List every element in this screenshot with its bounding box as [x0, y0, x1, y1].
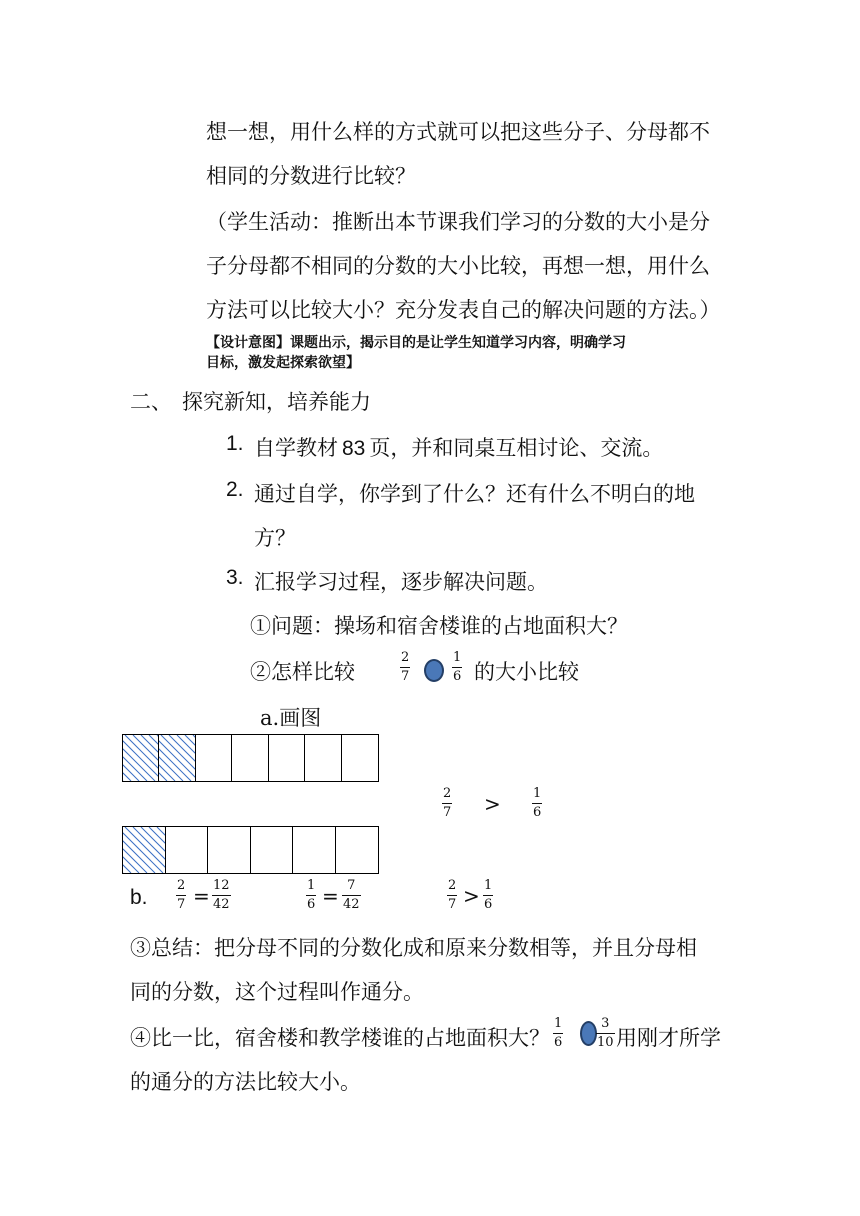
- grid-cell-shaded: [159, 735, 195, 781]
- hatch-lines: [123, 827, 166, 873]
- text-line-5: 方法可以比较大小？充分发表自己的解决问题的方法。）: [206, 298, 721, 322]
- text-line-1: 想一想，用什么样的方式就可以把这些分子、分母都不: [206, 120, 710, 144]
- fraction-1-6-compare: 1 6: [554, 1016, 563, 1050]
- grid-one-sixth: [122, 826, 379, 874]
- fraction-1-6-c: 1 6: [484, 878, 493, 912]
- drawing-label: a.画图: [260, 706, 322, 730]
- grid-cell: [342, 735, 378, 781]
- list-item-2-cont: 方？: [254, 526, 296, 550]
- grid-cell: [251, 827, 294, 873]
- text-line-3: （学生活动：推断出本节课我们学习的分数的大小是分: [206, 210, 710, 234]
- compare-oval-icon: [424, 659, 444, 682]
- compare-line-2: 的通分的方法比较大小。: [130, 1070, 361, 1094]
- list-item-2: 通过自学，你学到了什么？还有什么不明白的地: [254, 482, 695, 506]
- grid-two-sevenths: [122, 734, 379, 782]
- list-item-1-page: 83: [342, 437, 366, 460]
- fraction-1-6-mid: 1 6: [533, 786, 542, 820]
- section-number: 二、: [130, 390, 172, 414]
- step-question-1: ①问题：操场和宿舍楼谁的占地面积大？: [250, 614, 628, 638]
- grid-cell: [293, 827, 336, 873]
- equals-1: =: [193, 884, 210, 908]
- grid-cell: [305, 735, 341, 781]
- step-question-2-tail: 的大小比较: [474, 660, 579, 684]
- compare-oval-icon-2: [580, 1021, 597, 1046]
- list-item-3: 汇报学习过程，逐步解决问题。: [254, 570, 548, 594]
- section-title: 探究新知，培养能力: [182, 390, 371, 414]
- greater-than-b: >: [463, 884, 480, 908]
- hatch-lines: [123, 735, 159, 781]
- fraction-12-42: 12 42: [213, 878, 230, 912]
- grid-cell: [208, 827, 251, 873]
- grid-cell-shaded: [123, 735, 159, 781]
- summary-line-2: 同的分数，这个过程叫作通分。: [130, 980, 424, 1004]
- grid-cell: [336, 827, 379, 873]
- grid-cell: [166, 827, 209, 873]
- grid-cell: [269, 735, 305, 781]
- grid-cell: [232, 735, 268, 781]
- text-line-4: 子分母都不相同的分数的大小比较，再想一想，用什么: [206, 254, 710, 278]
- list-num-1: 1.: [226, 432, 244, 455]
- list-item-1-text-b: 页，并和同桌互相讨论、交流。: [369, 436, 664, 460]
- fraction-3-10: 3 10: [597, 1016, 614, 1050]
- compare-line-1-tail: 用刚才所学: [616, 1026, 721, 1050]
- list-num-3: 3.: [226, 566, 244, 589]
- method-b-label: b.: [130, 886, 148, 909]
- fraction-1-6-b: 1 6: [307, 878, 316, 912]
- grid-cell: [196, 735, 232, 781]
- fraction-2-7-top: 2 7: [401, 650, 410, 684]
- list-num-2: 2.: [226, 478, 244, 501]
- list-item-1-text-a: 自学教材: [254, 436, 338, 460]
- step-question-2: ②怎样比较: [250, 660, 355, 684]
- design-intent-line-1: 【设计意图】课题出示，揭示目的是让学生知道学习内容，明确学习: [206, 335, 626, 351]
- summary-line-1: ③总结：把分母不同的分数化成和原来分数相等，并且分母相: [130, 936, 697, 960]
- equals-2: =: [322, 884, 339, 908]
- fraction-7-42: 7 42: [343, 878, 360, 912]
- fraction-2-7-b: 2 7: [177, 878, 186, 912]
- fraction-2-7-c: 2 7: [448, 878, 457, 912]
- list-item-1: [254, 432, 663, 462]
- text-line-2: 相同的分数进行比较？: [206, 164, 416, 188]
- fraction-1-6-top: 1 6: [453, 650, 462, 684]
- greater-than-mid: >: [484, 792, 501, 816]
- hatch-lines: [159, 735, 195, 781]
- fraction-2-7-mid: 2 7: [443, 786, 452, 820]
- design-intent-line-2: 目标，激发起探索欲望】: [206, 355, 360, 371]
- compare-line-1: ④比一比，宿舍楼和教学楼谁的占地面积大？: [130, 1026, 550, 1050]
- grid-cell-shaded: [123, 827, 166, 873]
